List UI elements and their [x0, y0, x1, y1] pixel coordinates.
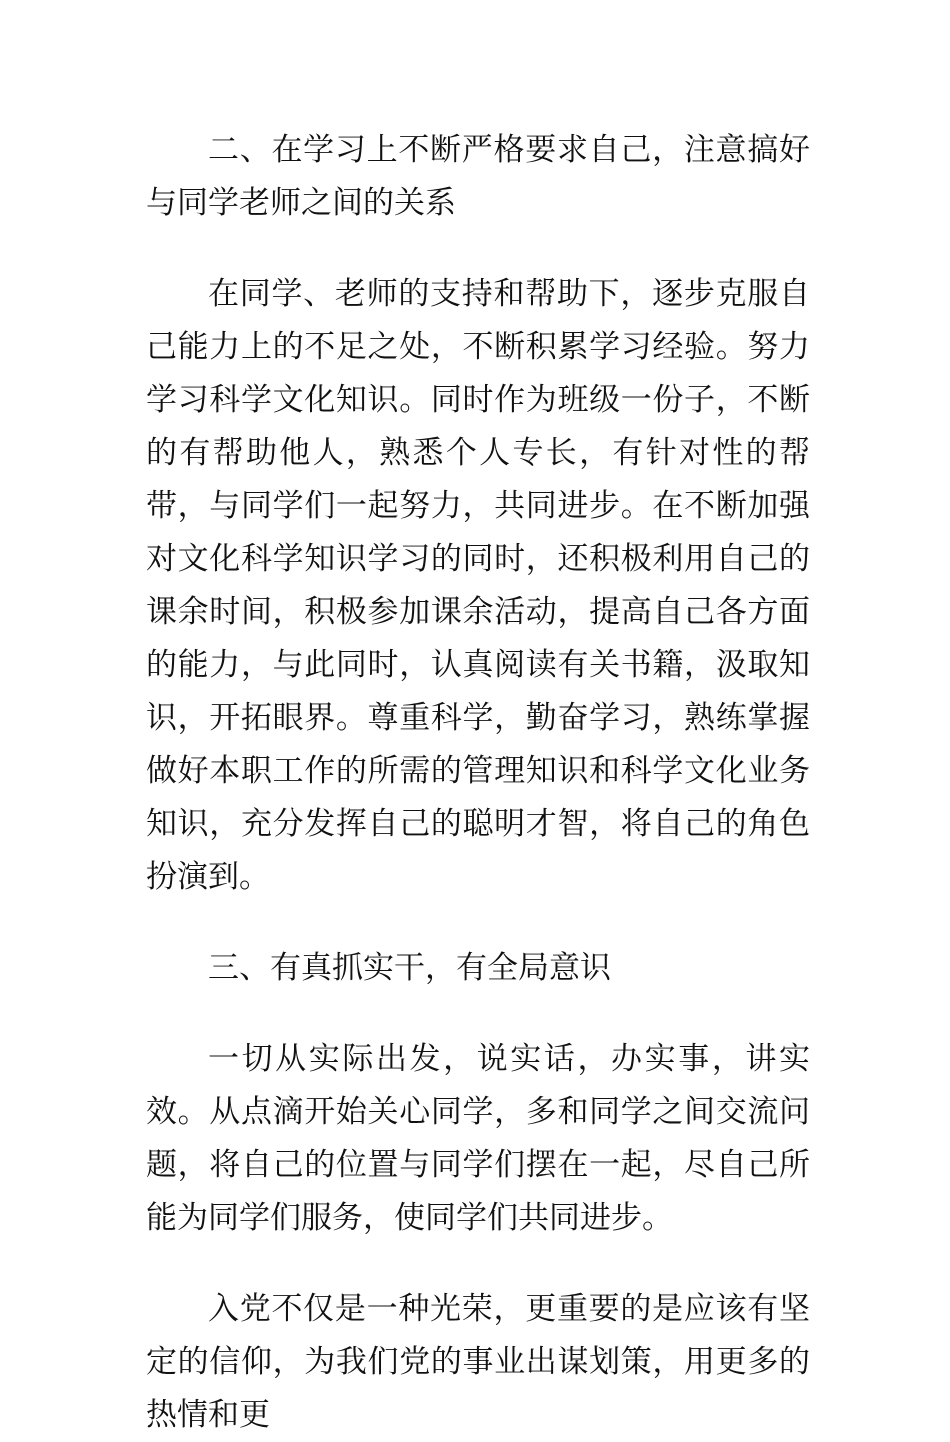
body-paragraph: 入党不仅是一种光荣，更重要的是应该有坚定的信仰，为我们党的事业出谋划策，用更多的热情和更 [146, 1291, 810, 1433]
body-paragraph: 一切从实际出发，说实话，办实事，讲实效。从点滴开始关心同学，多和同学之间交流问题，将自己的位置与同学们摆在一起，尽自己所能为同学们服务，使同学们共同进步。 [146, 1041, 810, 1236]
section-heading-three: 三、有真抓实干，有全局意识 [208, 950, 611, 986]
document-body [146, 124, 810, 1442]
section-heading-two: 二、在学习上不断严格要求自己，注意搞好与同学老师之间的关系 [146, 132, 810, 221]
body-paragraph: 在同学、老师的支持和帮助下，逐步克服自己能力上的不足之处，不断积累学习经验。努力学习科学文化知识。同时作为班级一份子，不断的有帮助他人，熟悉个人专长，有针对性的帮带，与同学们一起努力，共同进步。在不断加强对文化科学知识学习的同时，还积极利用自己的课余时间，积极参加课余活动，提高自己各方面的能力，与此同时，认真阅读有关书籍，汲取知识，开拓眼界。尊重科学，勤奋学习，熟练掌握做好本职工作的所需的管理知识和科学文化业务知识，充分发挥自己的聪明才智，将自己的角色扮演到。 [146, 276, 810, 895]
